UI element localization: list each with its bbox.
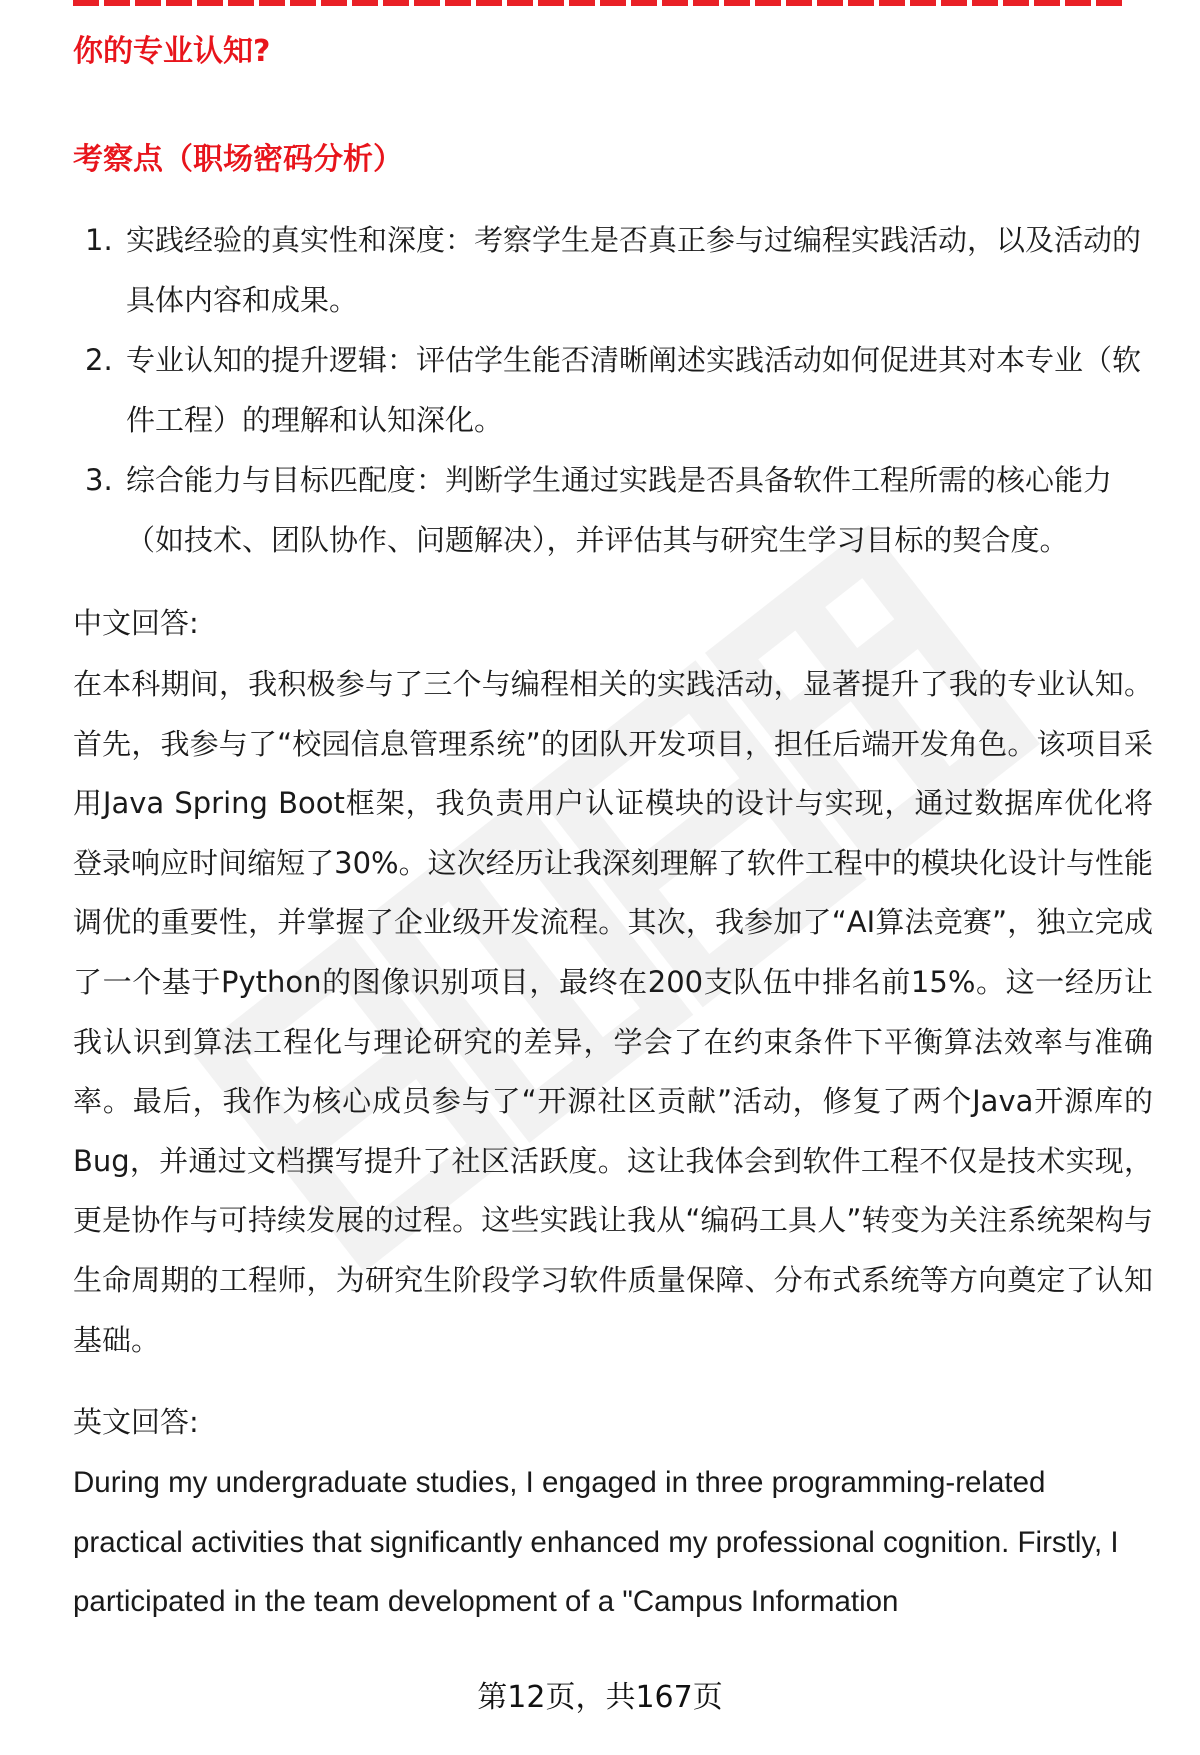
english-answer-label: 英文回答:	[73, 1405, 199, 1439]
list-item	[73, 330, 1153, 450]
list-number: 2.	[85, 343, 113, 377]
question-line-2: 你的专业认知?	[73, 34, 271, 69]
evaluation-points-list	[73, 210, 1153, 570]
list-number: 1.	[85, 223, 113, 257]
list-item	[73, 450, 1153, 570]
section-title: 考察点（职场密码分析）	[73, 142, 403, 177]
chinese-answer-text: 在本科期间，我积极参与了三个与编程相关的实践活动，显著提升了我的专业认知。首先，我参与了“校园信息管理系统”的团队开发项目，担任后端开发角色。该项目采用Java Spring Boot框架，我负责用户认证模块的设计与实现，通过数据库优化将登录响应时间缩短了30%。这次经历让我深刻理解了软件工程中的模块化设计与性能调优的重要性，并掌握了企业级开发流程。其次，我参加了“AI算法竞赛”，独立完成了一个基于Python的图像识别项目，最终在200支队伍中排名前15%。这一经历让我认识到算法工程化与理论研究的差异，学会了在约束条件下平衡算法效率与准确率。最后，我作为核心成员参与了“开源社区贡献”活动，修复了两个Java开源库的Bug，并通过文档撰写提升了社区活跃度。这让我体会到软件工程不仅是技术实现，更是协作与可持续发展的过程。这些实践让我从“编码工具人”转变为关注系统架构与生命周期的工程师，为研究生阶段学习软件质量保障、分布式系统等方向奠定了认知基础。	[73, 667, 1153, 1357]
list-number: 3.	[85, 463, 113, 497]
list-item	[73, 210, 1153, 330]
list-item-text: 专业认知的提升逻辑：评估学生能否清晰阐述实践活动如何促进其对本专业（软件工程）的理解和认知深化。	[126, 343, 1142, 437]
page-number: 第12页，共167页	[477, 1680, 723, 1715]
chinese-answer-label: 中文回答:	[73, 606, 199, 640]
question-line-1-crop-strip	[73, 0, 1123, 26]
list-item-text: 实践经验的真实性和深度：考察学生是否真正参与过编程实践活动，以及活动的具体内容和成果。	[126, 223, 1142, 317]
english-answer-text: During my undergraduate studies, I engaged in three programming-related practical activities that significantly enhanced my professional cognition. Firstly, I participated in the team development of a "Campus Information	[73, 1466, 1119, 1619]
list-item-text: 综合能力与目标匹配度：判断学生通过实践是否具备软件工程所需的核心能力（如技术、团队协作、问题解决），并评估其与研究生学习目标的契合度。	[126, 463, 1113, 557]
